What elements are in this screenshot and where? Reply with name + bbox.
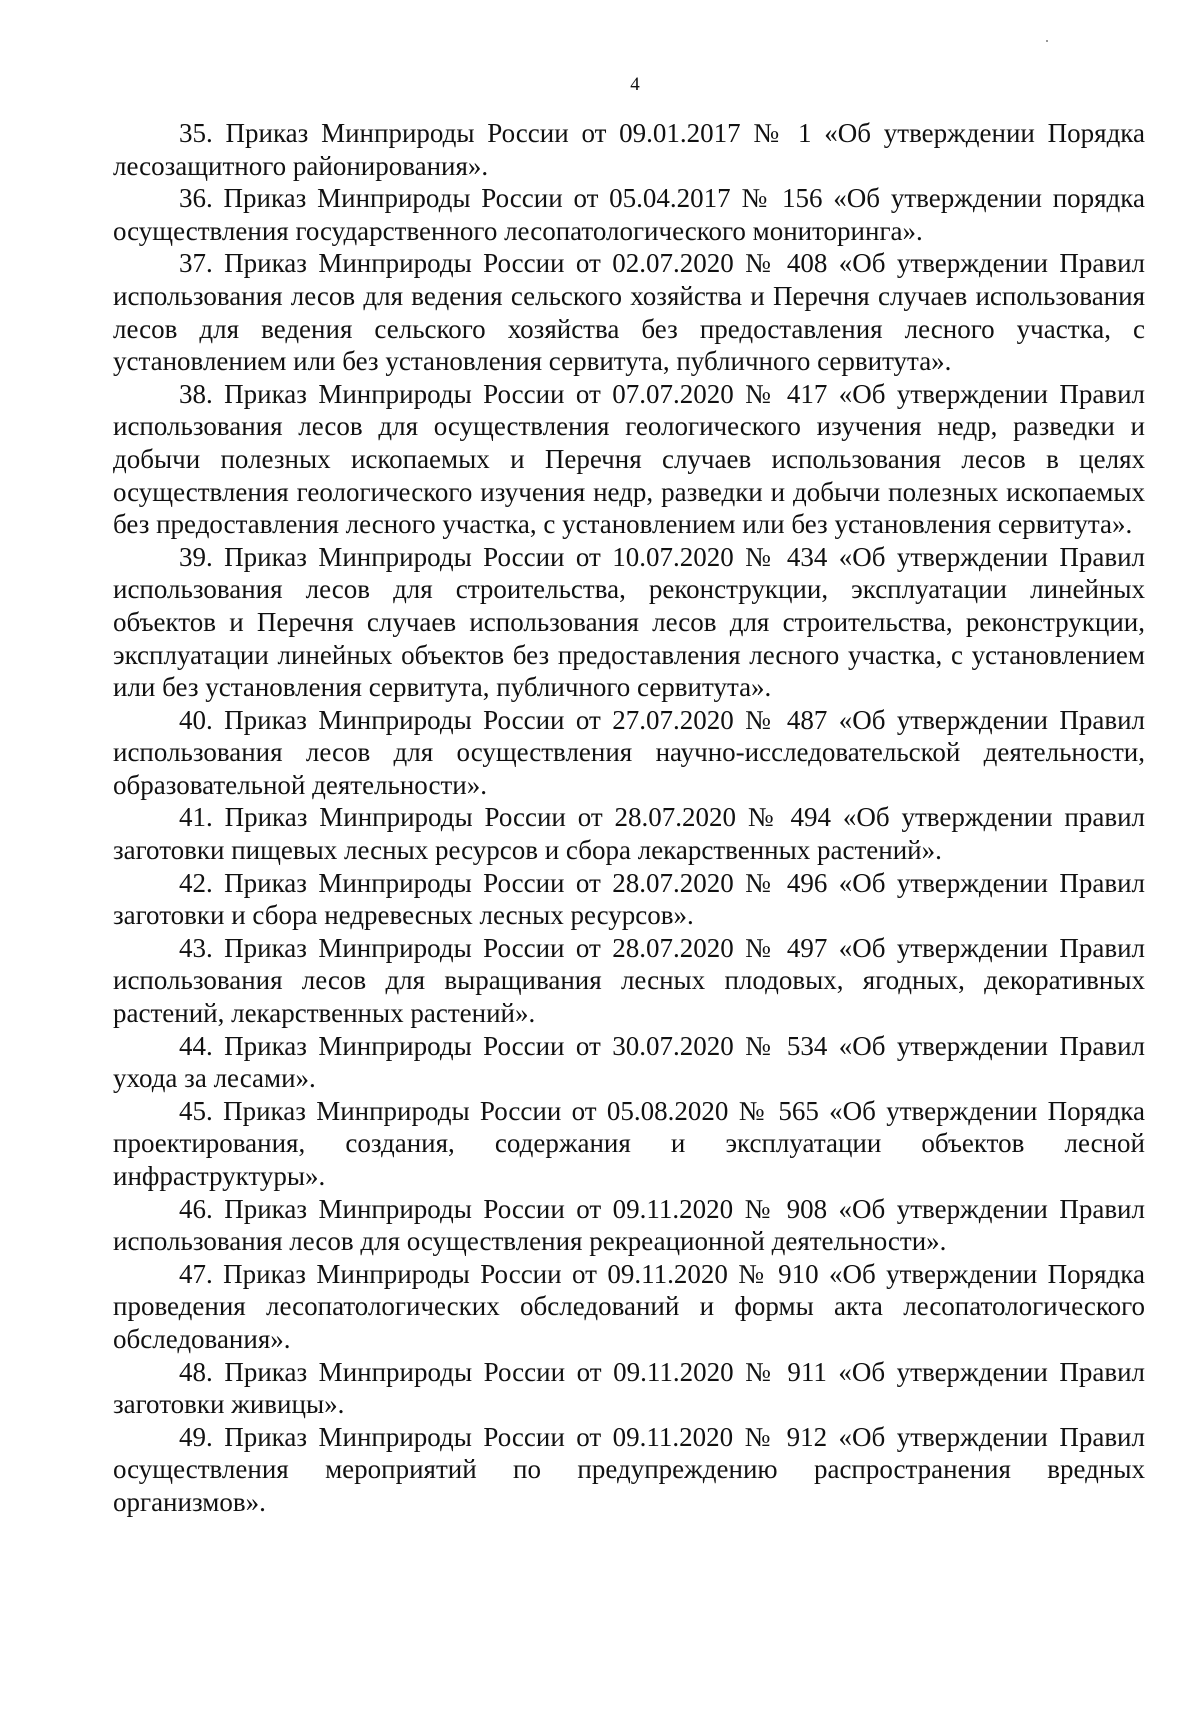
list-item: 46. Приказ Минприроды России от 09.11.2020 № 908 «Об утверждении Правил использования лесов для осуществления рекреационной деятельности». [113,1193,1145,1257]
document-body [113,117,1145,1519]
list-item: 44. Приказ Минприроды России от 30.07.2020 № 534 «Об утверждении Правил ухода за лесами». [113,1030,1145,1094]
scan-speck [1046,40,1048,42]
list-item: 36. Приказ Минприроды России от 05.04.2017 № 156 «Об утверждении порядка осуществления государственного лесопатологического мониторинга». [113,183,1145,246]
list-item: 49. Приказ Минприроды России от 09.11.2020 № 912 «Об утверждении Правил осуществления мероприятий по предупреждению распространения вредных организмов». [113,1421,1145,1517]
list-item: 41. Приказ Минприроды России от 28.07.2020 № 494 «Об утверждении правил заготовки пищевых лесных ресурсов и сбора лекарственных растений». [113,802,1145,866]
list-item: 35. Приказ Минприроды России от 09.01.2017 № 1 «Об утверждении Порядка лесозащитного районирования». [113,118,1145,181]
list-item: 39. Приказ Минприроды России от 10.07.2020 № 434 «Об утверждении Правил использования лесов для строительства, реконструкции, эксплуатации линейных объектов и Перечня случаев использования лесов для строительства, реконструкции, эксплуатации линейных объектов без предоставления лесного участка, с установлением или без установления сервитута, публичного сервитута». [113,541,1145,703]
list-item: 43. Приказ Минприроды России от 28.07.2020 № 497 «Об утверждении Правил использования лесов для выращивания лесных плодовых, ягодных, декоративных растений, лекарственных растений». [113,932,1145,1029]
page-number: 4 [630,74,640,95]
list-item: 37. Приказ Минприроды России от 02.07.2020 № 408 «Об утверждении Правил использования лесов для ведения сельского хозяйства и Перечня случаев использования лесов для ведения сельского хозяйства без предоставления лесного участка, с установлением или без установления сервитута, публичного сервитута». [113,248,1145,377]
list-item: 40. Приказ Минприроды России от 27.07.2020 № 487 «Об утверждении Правил использования лесов для осуществления научно-исследовательской деятельности, образовательной деятельности». [113,704,1145,800]
list-item: 45. Приказ Минприроды России от 05.08.2020 № 565 «Об утверждении Порядка проектирования, создания, содержания и эксплуатации объектов лесной инфраструктуры». [113,1095,1145,1191]
list-item: 38. Приказ Минприроды России от 07.07.2020 № 417 «Об утверждении Правил использования лесов для осуществления геологического изучения недр, разведки и добычи полезных ископаемых и Перечня случаев использования лесов в целях осуществления геологического изучения недр, разведки и добычи полезных ископаемых без предоставления лесного участка, с установлением или без установления сервитута». [113,378,1145,540]
list-item: 42. Приказ Минприроды России от 28.07.2020 № 496 «Об утверждении Правил заготовки и сбора недревесных лесных ресурсов». [113,867,1145,931]
list-item: 48. Приказ Минприроды России от 09.11.2020 № 911 «Об утверждении Правил заготовки живицы». [113,1356,1145,1420]
list-item: 47. Приказ Минприроды России от 09.11.2020 № 910 «Об утверждении Порядка проведения лесопатологических обследований и формы акта лесопатологического обследования». [113,1258,1145,1354]
